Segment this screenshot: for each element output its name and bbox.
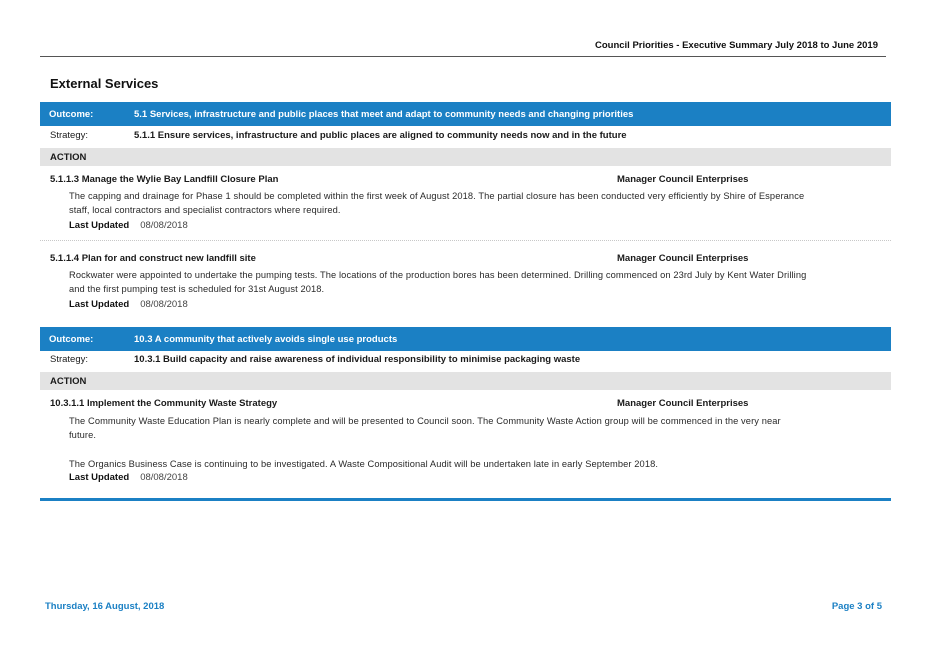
- action-title: 10.3.1.1 Implement the Community Waste Strategy: [50, 398, 278, 409]
- section-title: External Services: [50, 76, 159, 91]
- action-owner: Manager Council Enterprises: [617, 398, 749, 409]
- last-updated-value: 08/08/2018: [140, 472, 188, 483]
- strategy-row: [40, 350, 891, 370]
- action-header: [40, 372, 891, 390]
- action-description-continued: The Organics Business Case is continuing to be investigated. A Waste Compositional Audit will be undertaken late in early September 2018.: [69, 459, 659, 469]
- strategy-label: Strategy:: [50, 354, 89, 365]
- last-updated-label: Last Updated: [69, 220, 130, 231]
- action-description: Rockwater were appointed to undertake the pumping tests. The locations of the production bores has been determined. Drilling commenced on 23rd July by Kent Water Drilling and the first pumping test is scheduled for 31st August 2018.: [69, 270, 807, 294]
- action-description: The Community Waste Education Plan is nearly complete and will be presented to Council soon. The Community Waste Action group will be commenced in the very near future.: [69, 416, 781, 440]
- strategy-text: 10.3.1 Build capacity and raise awareness of individual responsibility to minimise packaging waste: [134, 354, 581, 365]
- last-updated-value: 08/08/2018: [140, 299, 188, 310]
- last-updated-label: Last Updated: [69, 299, 130, 310]
- outcome-text: 5.1 Services, infrastructure and public places that meet and adapt to community needs and changing priorities: [134, 109, 634, 120]
- section-end-rule: [40, 498, 891, 501]
- report-header-title: Council Priorities - Executive Summary July 2018 to June 2019: [594, 40, 878, 51]
- last-updated-label: Last Updated: [69, 472, 130, 483]
- footer-page-number: Page 3 of 5: [831, 601, 882, 612]
- action-header: [40, 148, 891, 166]
- strategy-row: [40, 126, 891, 146]
- last-updated-value: 08/08/2018: [140, 220, 188, 231]
- action-label: ACTION: [50, 376, 87, 387]
- action-title: 5.1.1.4 Plan for and construct new landfill site: [50, 253, 256, 264]
- last-updated: [69, 472, 188, 483]
- last-updated: [69, 299, 188, 310]
- action-label: ACTION: [50, 152, 87, 163]
- outcome-label: Outcome:: [49, 109, 94, 120]
- outcome-bar: [40, 102, 891, 126]
- outcome-text: 10.3 A community that actively avoids single use products: [134, 334, 398, 345]
- outcome-label: Outcome:: [49, 334, 94, 345]
- action-divider: [40, 240, 891, 241]
- action-title: 5.1.1.3 Manage the Wylie Bay Landfill Closure Plan: [50, 174, 279, 185]
- action-description: The capping and drainage for Phase 1 should be completed within the first week of August 2018. The partial closure has been conducted very efficiently by Shire of Esperance staff, local contractors and specialist contractors where required.: [69, 191, 805, 215]
- header-divider: [40, 56, 886, 57]
- action-owner: Manager Council Enterprises: [617, 253, 749, 264]
- strategy-text: 5.1.1 Ensure services, infrastructure and public places are aligned to community needs now and in the future: [134, 130, 627, 141]
- outcome-bar: [40, 327, 891, 351]
- strategy-label: Strategy:: [50, 130, 89, 141]
- footer-date: Thursday, 16 August, 2018: [45, 601, 165, 612]
- action-owner: Manager Council Enterprises: [617, 174, 749, 185]
- last-updated: [69, 220, 188, 231]
